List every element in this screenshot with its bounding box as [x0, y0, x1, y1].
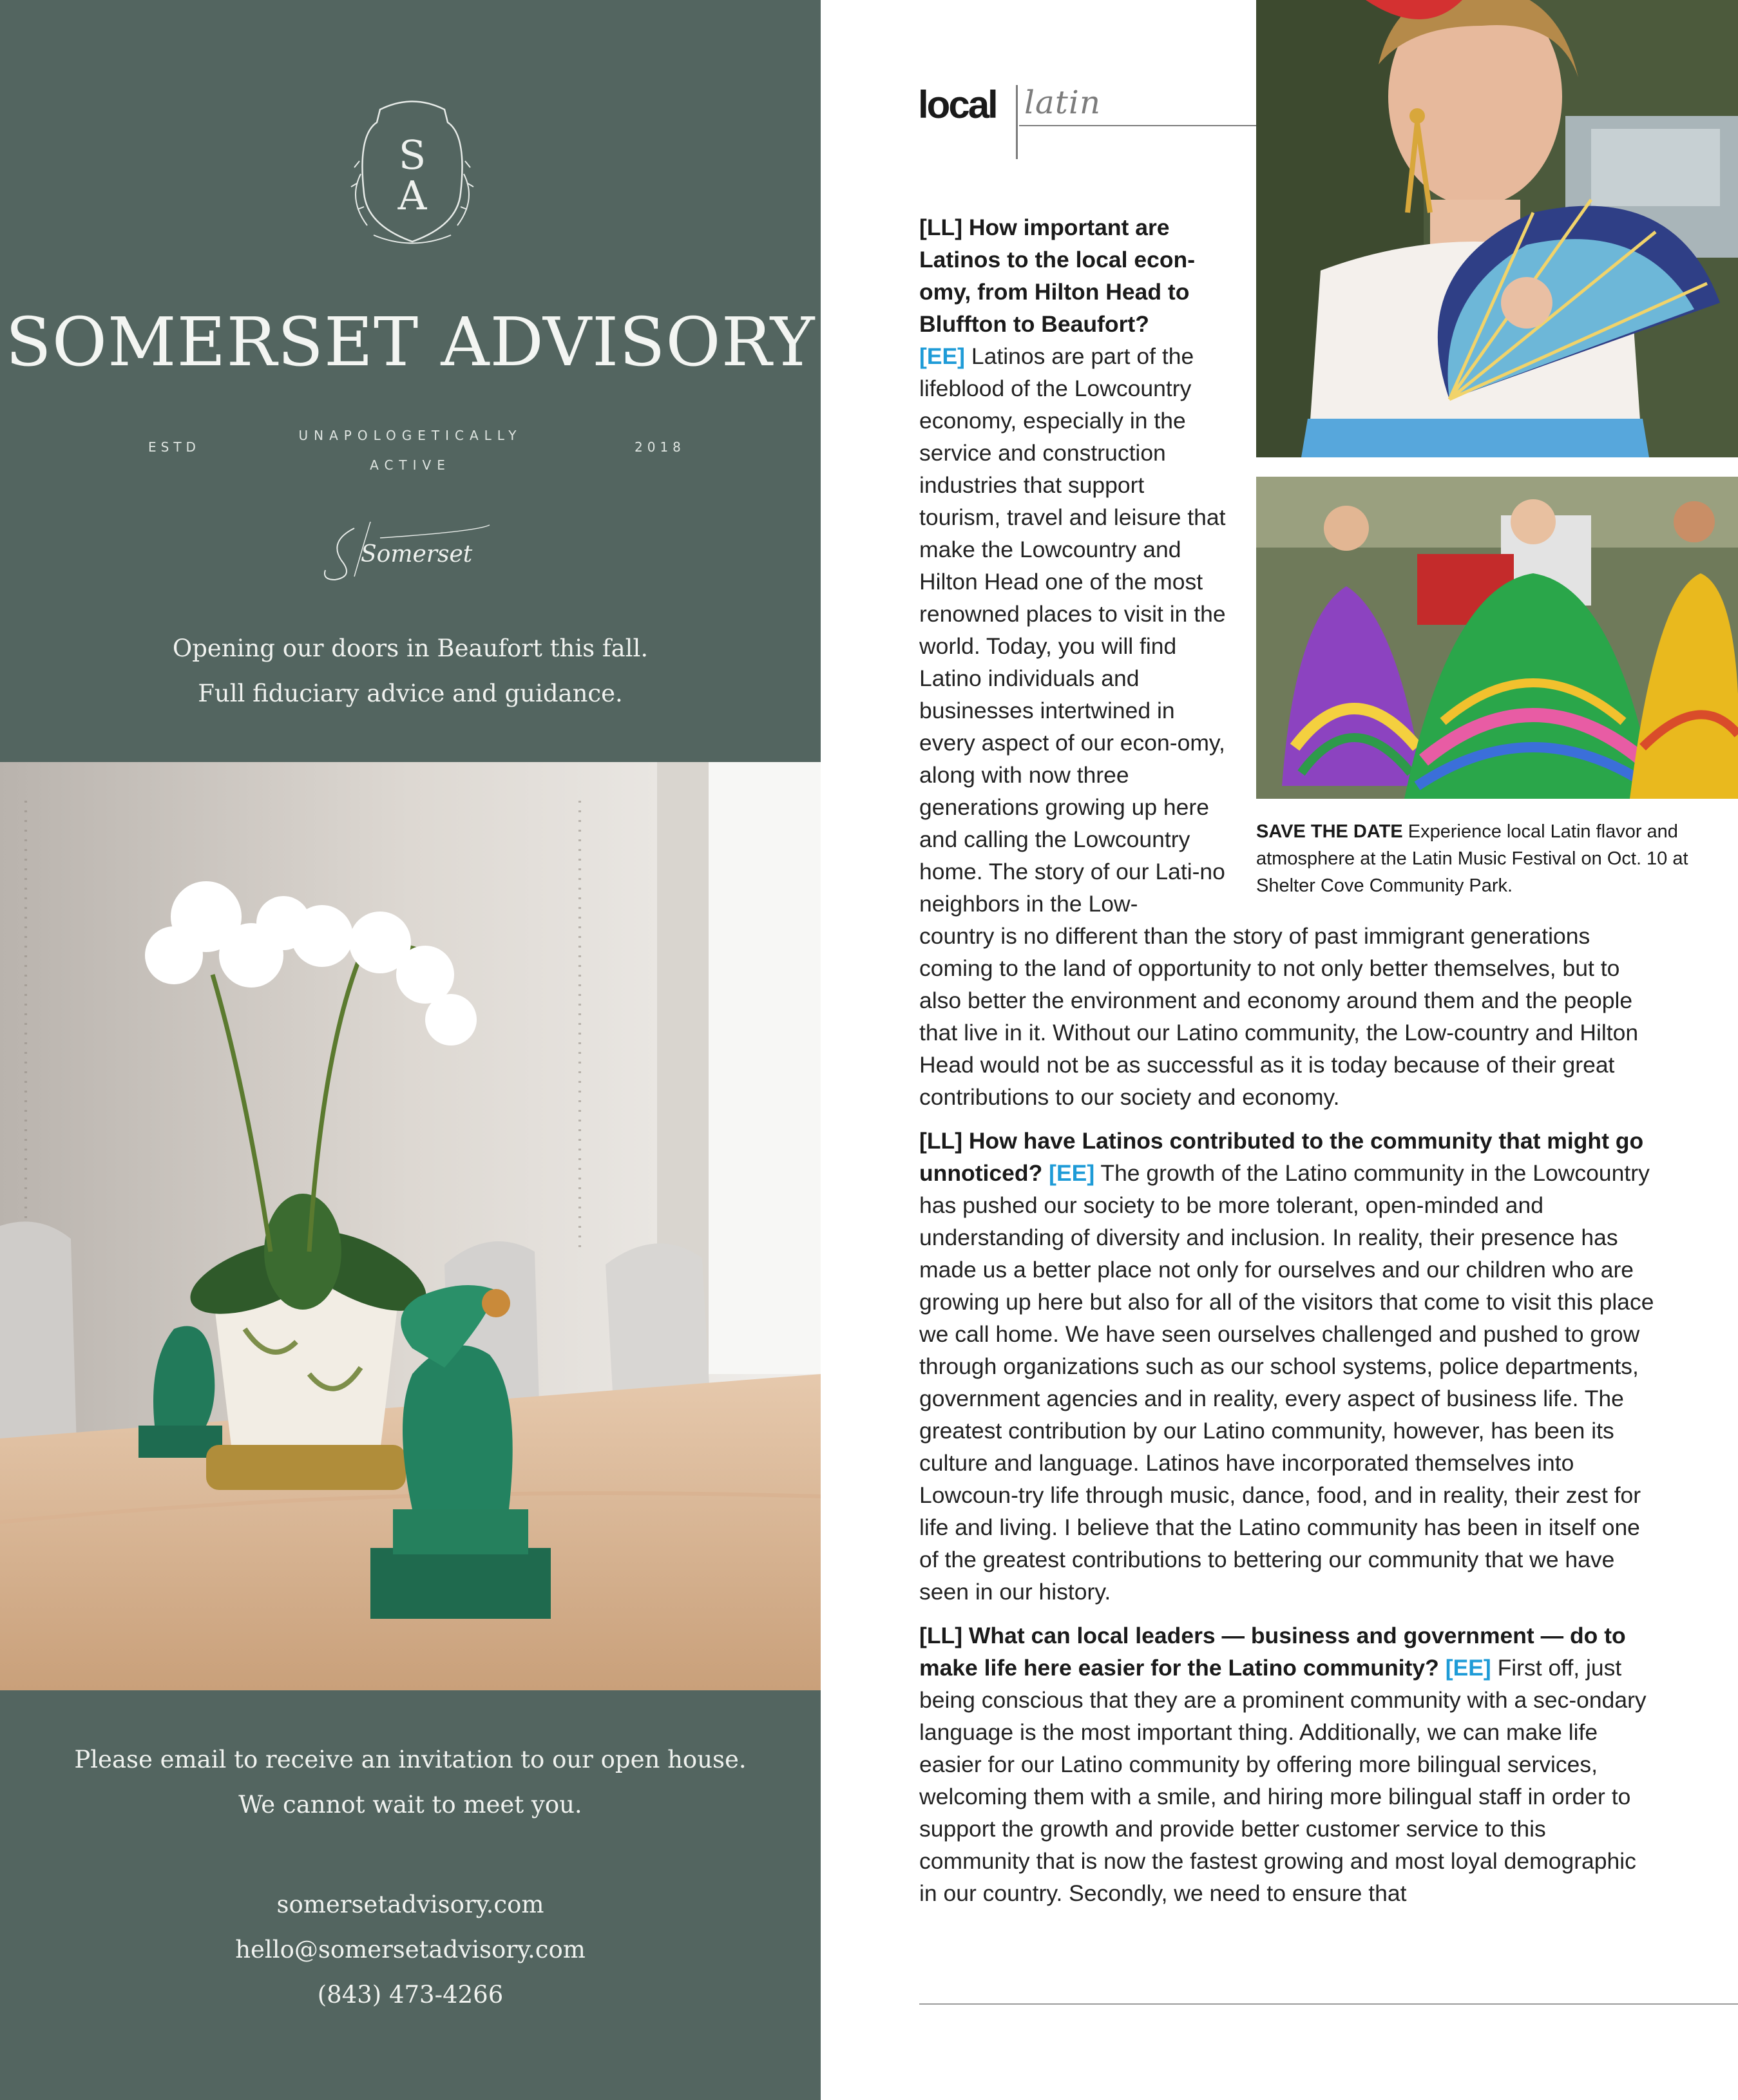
- answer-tag: [EE]: [919, 343, 965, 369]
- tagline-line-1: UNAPOLOGETICALLY: [298, 428, 522, 443]
- folk-dancers-photo: [1256, 477, 1738, 799]
- email-link[interactable]: hello@somersetadvisory.com: [235, 1936, 586, 1963]
- article-column-wide: [919, 920, 1660, 1921]
- article-column-narrow: [919, 211, 1228, 920]
- caption-lead: SAVE THE DATE: [1256, 821, 1403, 842]
- page-bottom-rule: [919, 2003, 1738, 2005]
- answer-1-continued: [919, 920, 1660, 1113]
- question-tag: [LL]: [919, 1128, 963, 1154]
- caption-text: Experience local Latin flavor and atmosphere at the Latin Music Festival on Oct. 10 at Shelter Cove Community Park.: [1256, 821, 1688, 896]
- answer-2: The growth of the Latino community in the Lowcountry has pushed our society to be more tolerant, open-minded and understanding of diversity and inclusion. In reality, their presence has made us a better place not only for ourselves and our children who are growing up here but also for all of the visitors that come to visit this place we call home. We have seen ourselves challenged and pushed to grow through organizations such as our school systems, police departments, government agencies and in reality, every aspect of business life. The greatest contribution by our Latino community, however, has been its culture and language. Latinos have incorporated themselves into Lowcoun-try life through music, dance, food, and in reality, their zest for life and living. I believe that the Latino community has been in itself one of the greatest contributions to bettering our community that we have seen in our history.: [919, 1160, 1654, 1605]
- phone-number: (843) 473-4266: [317, 1981, 504, 2009]
- brand-name: SOMERSET ADVISORY: [5, 303, 816, 381]
- estd-label: ESTD: [148, 439, 200, 455]
- invite-line-1: Please email to receive an invitation to our open house.: [74, 1746, 747, 1773]
- photo-caption: [1256, 818, 1707, 899]
- monogram-crest-icon: [335, 97, 490, 251]
- ad-top-panel: [0, 0, 821, 762]
- signature-text: Somerset: [361, 541, 473, 568]
- invite-line-2: We cannot wait to meet you.: [238, 1791, 582, 1818]
- question-1: How important are Latinos to the local econ-omy, from Hilton Head to Bluffton to Beaufort?: [919, 215, 1196, 337]
- question-3: What can local leaders — business and government — do to make life here easier for the Latino community?: [919, 1623, 1626, 1681]
- qa-block-3: [919, 1619, 1660, 1909]
- answer-1-part-1: Latinos are part of the lifeblood of the Lowcountry economy, especially in the service and construction industries that support tourism, travel and leisure that make the Lowcountry and Hilton Head one of the most renowned places to visit in the world. Today, you will find Latino individuals and businesses intertwined in every aspect of our econ-omy, along with now three generations growing up here and calling the Lowcountry home. The story of our Lati-no neighbors in the Low-: [919, 343, 1226, 917]
- opening-line-1: Opening our doors in Beaufort this fall.: [172, 635, 649, 662]
- question-tag: [LL]: [919, 215, 963, 240]
- qa-block-2: [919, 1125, 1660, 1608]
- section-label-latin: latin: [1024, 84, 1102, 121]
- signature-script: [316, 515, 509, 586]
- monogram-letter-a: A: [397, 172, 427, 219]
- section-label-local: local: [918, 83, 997, 126]
- question-tag: [LL]: [919, 1623, 963, 1648]
- orchid-table-photo: [0, 762, 821, 1690]
- answer-1-part-2: country is no different than the story of past immigrant generations coming to the land of opportunity to not only better themselves, but to also better the environment and economy around them and the people that live in it. Without our Latino community, the Low-country and Hilton Head would not be as successful as it is today because of their great contributions to our society and economy.: [919, 923, 1639, 1110]
- answer-tag: [EE]: [1445, 1655, 1491, 1681]
- question-2: How have Latinos contributed to the community that might go unnoticed?: [919, 1128, 1644, 1186]
- ad-bottom-panel: [0, 1690, 821, 2100]
- answer-tag: [EE]: [1049, 1160, 1095, 1186]
- website-link[interactable]: somersetadvisory.com: [276, 1891, 544, 1918]
- answer-3: First off, just being conscious that they are a prominent community with a sec-ondary language is the most important thing. Additionally, we can make life easier for our Latino community by offering more bilingual services, welcoming them with a smile, and hiring more bilingual staff in order to support the growth and provide better customer service to this community that is now the fastest growing and most loyal demographic in our country. Secondly, we need to ensure that: [919, 1655, 1647, 1906]
- monogram-letter-s: S: [398, 131, 426, 178]
- woman-with-fan-photo: [1256, 0, 1738, 457]
- tagline-line-2: ACTIVE: [370, 457, 451, 473]
- header-rule: [1019, 125, 1257, 126]
- opening-line-2: Full fiduciary advice and guidance.: [198, 680, 623, 707]
- year-label: 2018: [635, 439, 685, 455]
- header-divider: [1016, 85, 1018, 159]
